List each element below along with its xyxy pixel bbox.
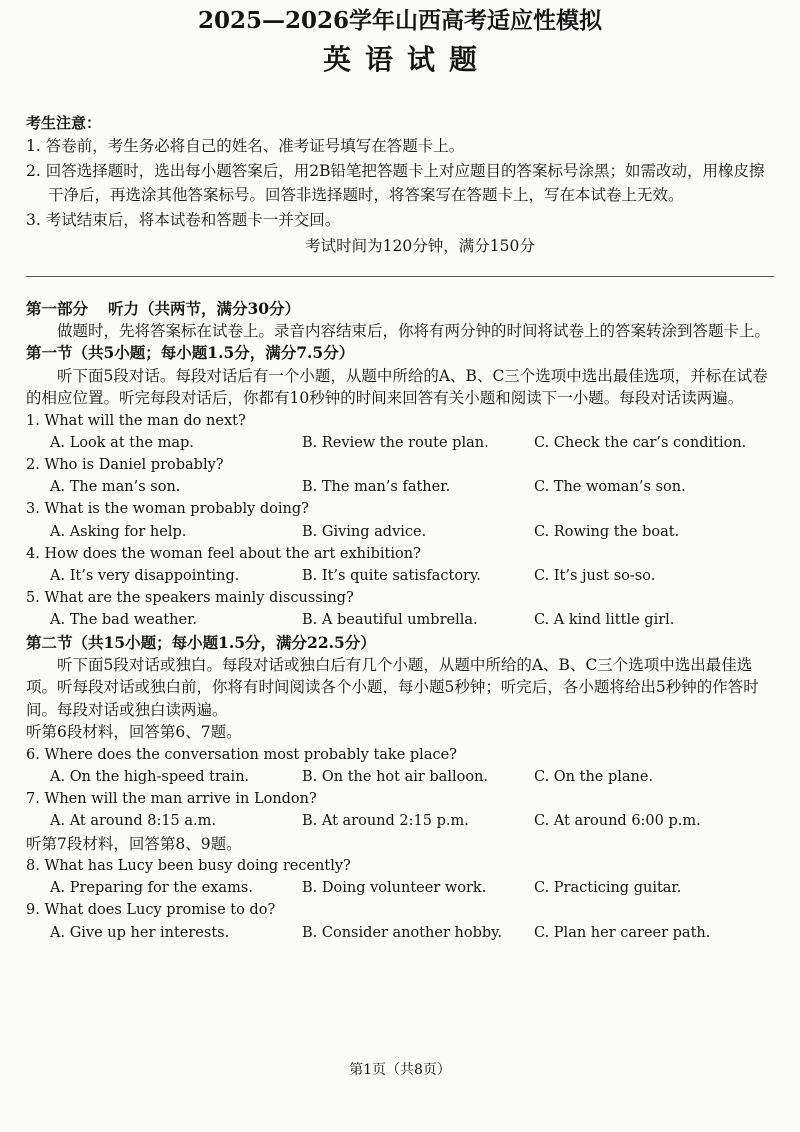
part1-intro: 做题时，先将答案标在试卷上。录音内容结束后，你将有两分钟的时间将试卷上的答案转涂到答题卡上。 (57, 322, 771, 340)
option-b: B. On the hot air balloon. (302, 768, 489, 785)
question-text: 1. What will the man do next? (26, 412, 246, 429)
notice-item: 3. 考试结束后，将本试卷和答题卡一并交回。 (26, 210, 341, 229)
question-options (26, 476, 774, 498)
material-note: 听第7段材料，回答第8、9题。 (26, 834, 242, 853)
section1-questions (26, 410, 774, 632)
option-a: A. It’s very disappointing. (50, 568, 240, 585)
notice-block (26, 112, 774, 258)
part1-title: 听力（共两节，满分30分） (108, 299, 301, 318)
question-text: 3. What is the woman probably doing? (26, 501, 309, 518)
question-options (26, 565, 774, 587)
question-text: 2. Who is Daniel probably? (26, 457, 224, 474)
question-options (26, 877, 774, 899)
question-options (26, 609, 774, 631)
option-a: A. Give up her interests. (50, 924, 230, 941)
question-options (26, 521, 774, 543)
option-b: B. Review the route plan. (302, 434, 489, 451)
section2-questions-a (26, 744, 774, 833)
question-item (26, 543, 774, 587)
question-text: 5. What are the speakers mainly discussing? (26, 590, 354, 607)
notice-heading: 考生注意： (26, 114, 102, 132)
notice-item: 2. 回答选择题时，选出每小题答案后，用2B铅笔把答题卡上对应题目的答案标号涂黑；如需改动，用橡皮擦干净后，再选涂其他答案标号。回答非选择题时，将答案写在答题卡上，写在本试卷上无效。 (26, 161, 765, 204)
option-b: B. Giving advice. (302, 523, 427, 540)
option-c: C. It’s just so-so. (534, 568, 656, 585)
option-c: C. Plan her career path. (534, 924, 711, 941)
exam-title: 2025—2026学年山西高考适应性模拟 (197, 7, 603, 34)
question-item (26, 899, 774, 943)
question-item (26, 587, 774, 631)
part1-heading (26, 297, 774, 320)
question-item (26, 454, 774, 498)
option-b: B. Consider another hobby. (302, 924, 503, 941)
option-c: C. Check the car’s condition. (534, 434, 747, 451)
question-text: 9. What does Lucy promise to do? (26, 902, 276, 919)
section2-intro: 听下面5段对话或独白。每段对话或独白后有几个小题，从题中所给的A、B、C三个选项中选出最佳选项。听每段对话或独白前，你将有时间阅读各个小题，每小题5秒钟；听完后，各小题将给出5秒钟的作答时间。每段对话或独白读两遍。 (26, 656, 759, 719)
option-a: A. Look at the map. (50, 434, 194, 451)
question-text: 4. How does the woman feel about the art exhibition? (26, 545, 421, 562)
question-item (26, 855, 774, 899)
option-c: C. On the plane. (534, 768, 654, 785)
question-item (26, 410, 774, 454)
section1-intro: 听下面5段对话。每段对话后有一个小题，从题中所给的A、B、C三个选项中选出最佳选项，并标在试卷的相应位置。听完每段对话后，你都有10秒钟的时间来回答有关小题和阅读下一小题。每段对话读两遍。 (26, 366, 768, 408)
option-b: B. Doing volunteer work. (302, 880, 487, 897)
question-text: 6. Where does the conversation most probably take place? (26, 746, 457, 763)
option-b: B. At around 2:15 p.m. (302, 813, 469, 830)
option-a: A. Preparing for the exams. (50, 880, 253, 897)
option-b: B. The man’s father. (302, 479, 451, 496)
option-c: C. Rowing the boat. (534, 523, 680, 540)
part1-label: 第一部分 (26, 299, 89, 318)
question-options (26, 432, 774, 454)
section2-questions-b (26, 855, 774, 944)
question-text: 7. When will the man arrive in London? (26, 791, 317, 808)
exam-subject-title: 英语试题 (322, 43, 491, 76)
question-item (26, 744, 774, 788)
page-number: 第1页（共8页） (349, 1062, 451, 1078)
section2-heading: 第二节（共15小题；每小题1.5分，满分22.5分） (26, 632, 376, 652)
exam-time: 考试时间为120分钟，满分150分 (305, 237, 535, 255)
option-a: A. At around 8:15 a.m. (50, 813, 216, 830)
option-c: C. At around 6:00 p.m. (534, 813, 701, 830)
notice-item: 1. 答卷前，考生务必将自己的姓名、准考证号填写在答题卡上。 (26, 137, 465, 155)
material-note: 听第6段材料，回答第6、7题。 (26, 723, 242, 742)
option-b: B. It’s quite satisfactory. (302, 568, 481, 585)
option-a: A. The man’s son. (50, 479, 181, 496)
option-c: C. A kind little girl. (534, 612, 675, 629)
question-options (26, 810, 774, 832)
divider (26, 276, 774, 277)
question-text: 8. What has Lucy been busy doing recently? (26, 857, 351, 874)
question-options (26, 922, 774, 944)
option-b: B. A beautiful umbrella. (302, 612, 478, 629)
section1-heading: 第一节（共5小题；每小题1.5分，满分7.5分） (26, 343, 355, 363)
option-a: A. On the high-speed train. (50, 768, 250, 785)
question-item (26, 498, 774, 542)
question-options (26, 766, 774, 788)
option-a: A. The bad weather. (50, 612, 198, 629)
option-c: C. Practicing guitar. (534, 880, 682, 897)
option-c: C. The woman’s son. (534, 479, 686, 496)
question-item (26, 788, 774, 832)
option-a: A. Asking for help. (50, 523, 187, 540)
